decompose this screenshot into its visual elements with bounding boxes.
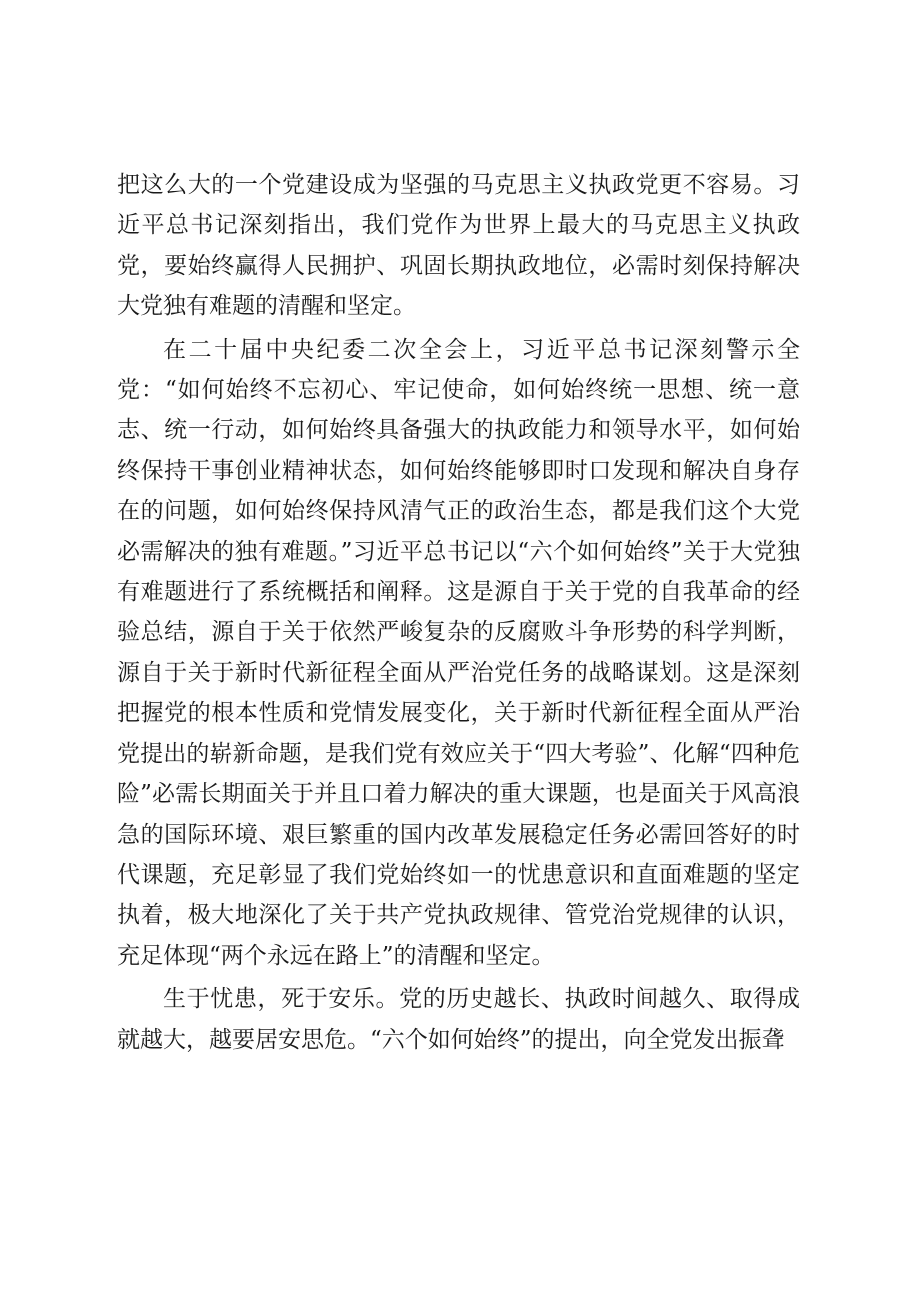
document-body bbox=[117, 165, 800, 1060]
paragraph-2: 在二十届中央纪委二次全会上，习近平总书记深刻警示全党：“如何始终不忘初心、牢记使命，如何始终统一思想、统一意志、统一行动，如何始终具备强大的执政能力和领导水平，如何始终保持干事创业精神状态，如何始终能够即时口发现和解决自身存在的问题，如何始终保持风清气正的政治生态，都是我们这个大党必需解决的独有难题。”习近平总书记以“六个如何始终”关于大党独有难题进行了系统概括和阐释。这是源自于关于党的自我革命的经验总结，源自于关于依然严峻复杂的反腐败斗争形势的科学判断，源自于关于新时代新征程全面从严治党任务的战略谋划。这是深刻把握党的根本性质和党情发展变化，关于新时代新征程全面从严治党提出的崭新命题，是我们党有效应关于“四大考验”、化解“四种危险”必需长期面关于并且口着力解决的重大课题，也是面关于风高浪急的国际环境、艰巨繁重的国内改革发展稳定任务必需回答好的时代课题，充足彰显了我们党始终如一的忧患意识和直面难题的坚定执着，极大地深化了关于共产党执政规律、管党治党规律的认识，充足体现“两个永远在路上”的清醒和坚定。 bbox=[117, 336, 800, 969]
paragraph-1: 把这么大的一个党建设成为坚强的马克思主义执政党更不容易。习近平总书记深刻指出，我们党作为世界上最大的马克思主义执政党，要始终赢得人民拥护、巩固长期执政地位，必需时刻保持解决大党独有难题的清醒和坚定。 bbox=[117, 172, 800, 320]
paragraph-3: 生于忧患，死于安乐。党的历史越长、执政时间越久、取得成就越大，越要居安思危。“六个如何始终”的提出，向全党发出振聋 bbox=[117, 986, 800, 1053]
